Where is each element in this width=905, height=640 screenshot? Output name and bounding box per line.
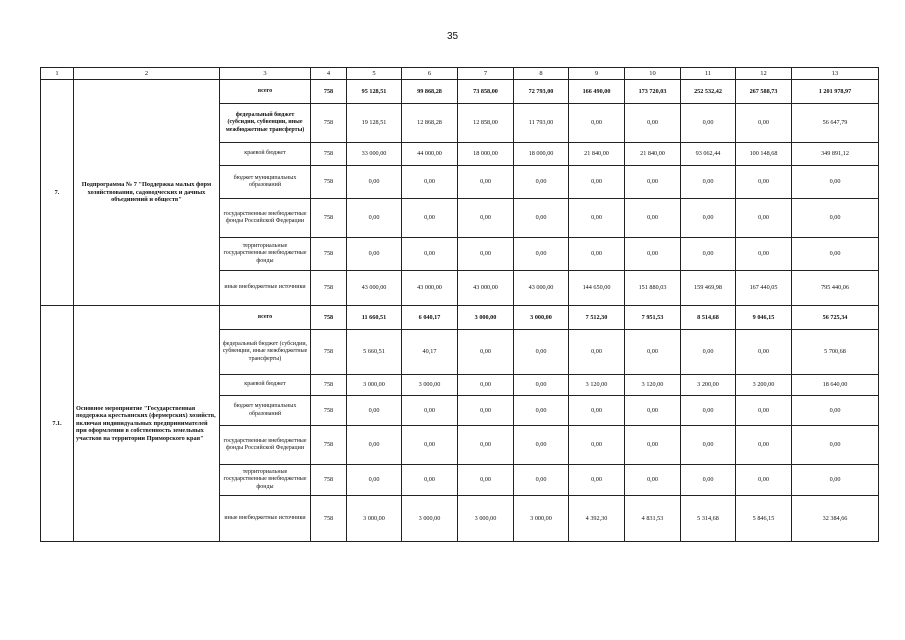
value-cell: 0,00 [569,396,625,426]
column-header: 4 [311,68,347,80]
value-cell: 0,00 [736,465,792,496]
funding-source: федеральный бюджет (субсидии, субвенции, иные межбюджетные трансферты) [220,104,311,143]
total-value-cell: 0,00 [792,426,879,465]
value-cell: 3 120,00 [569,375,625,396]
value-cell: 44 000,00 [402,143,458,166]
value-cell: 43 000,00 [458,271,514,306]
value-cell: 0,00 [569,426,625,465]
value-cell: 0,00 [458,199,514,238]
value-cell: 0,00 [681,199,736,238]
value-cell: 0,00 [681,426,736,465]
value-cell: 12 868,28 [402,104,458,143]
value-cell: 0,00 [681,396,736,426]
section-name: Подпрограмма № 7 "Поддержка малых форм хозяйствования, садоводческих и дачных объединений и обществ" [74,80,220,306]
value-cell: 144 650,00 [569,271,625,306]
value-cell: 43 000,00 [347,271,402,306]
value-cell: 3 000,00 [458,306,514,330]
value-cell: 0,00 [347,166,402,199]
column-header: 2 [74,68,220,80]
value-cell: 0,00 [569,166,625,199]
value-cell: 0,00 [681,104,736,143]
value-cell: 73 858,00 [458,80,514,104]
budget-table [40,67,879,542]
grbs-code: 758 [311,375,347,396]
column-header: 8 [514,68,569,80]
column-header: 11 [681,68,736,80]
value-cell: 11 793,00 [514,104,569,143]
table-row [41,80,879,104]
value-cell: 100 148,68 [736,143,792,166]
funding-source: бюджет муниципальных образований [220,396,311,426]
value-cell: 99 868,28 [402,80,458,104]
value-cell: 0,00 [736,166,792,199]
value-cell: 3 000,00 [347,496,402,542]
value-cell: 18 000,00 [458,143,514,166]
value-cell: 21 840,00 [569,143,625,166]
value-cell: 159 469,98 [681,271,736,306]
value-cell: 0,00 [625,330,681,375]
value-cell: 3 200,00 [736,375,792,396]
value-cell: 5 846,15 [736,496,792,542]
value-cell: 0,00 [514,396,569,426]
value-cell: 9 046,15 [736,306,792,330]
total-value-cell: 349 891,12 [792,143,879,166]
value-cell: 0,00 [736,199,792,238]
total-value-cell: 0,00 [792,465,879,496]
value-cell: 3 000,00 [402,375,458,396]
value-cell: 72 793,00 [514,80,569,104]
funding-source: краевой бюджет [220,375,311,396]
funding-source: государственные внебюджетные фонды Российской Федерации [220,426,311,465]
grbs-code: 758 [311,396,347,426]
value-cell: 33 000,00 [347,143,402,166]
value-cell: 167 440,05 [736,271,792,306]
value-cell: 0,00 [514,238,569,271]
value-cell: 18 000,00 [514,143,569,166]
header-row [41,68,879,80]
value-cell: 0,00 [736,238,792,271]
value-cell: 166 490,00 [569,80,625,104]
value-cell: 0,00 [514,199,569,238]
value-cell: 7 512,30 [569,306,625,330]
value-cell: 7 951,53 [625,306,681,330]
value-cell: 0,00 [625,238,681,271]
value-cell: 0,00 [458,465,514,496]
value-cell: 8 514,68 [681,306,736,330]
value-cell: 0,00 [625,426,681,465]
column-header: 9 [569,68,625,80]
value-cell: 4 392,30 [569,496,625,542]
funding-source: всего [220,80,311,104]
value-cell: 0,00 [569,199,625,238]
value-cell: 0,00 [569,330,625,375]
value-cell: 0,00 [347,465,402,496]
grbs-code: 758 [311,80,347,104]
section-code: 7.1. [41,306,74,542]
value-cell: 0,00 [514,426,569,465]
value-cell: 0,00 [402,199,458,238]
grbs-code: 758 [311,465,347,496]
value-cell: 3 000,00 [347,375,402,396]
value-cell: 0,00 [736,426,792,465]
section-name: Основное мероприятие "Государственная поддержка крестьянских (фермерских) хозяйств, включая индивидуальных предпринимателей при оформлении в собственность земельных участков на территории Приморского края" [74,306,220,542]
value-cell: 0,00 [458,426,514,465]
value-cell: 6 040,17 [402,306,458,330]
value-cell: 43 000,00 [514,271,569,306]
column-header: 5 [347,68,402,80]
value-cell: 3 000,00 [514,496,569,542]
total-value-cell: 5 700,68 [792,330,879,375]
grbs-code: 758 [311,238,347,271]
value-cell: 0,00 [625,465,681,496]
value-cell: 0,00 [347,426,402,465]
funding-source: иные внебюджетные источники [220,271,311,306]
column-header: 10 [625,68,681,80]
value-cell: 0,00 [402,465,458,496]
grbs-code: 758 [311,166,347,199]
value-cell: 3 120,00 [625,375,681,396]
value-cell: 3 000,00 [514,306,569,330]
page-number: 35 [446,31,459,42]
grbs-code: 758 [311,330,347,375]
total-value-cell: 0,00 [792,238,879,271]
value-cell: 11 660,51 [347,306,402,330]
section-code: 7. [41,80,74,306]
value-cell: 0,00 [514,465,569,496]
value-cell: 0,00 [514,166,569,199]
value-cell: 93 062,44 [681,143,736,166]
funding-source: государственные внебюджетные фонды Российской Федерации [220,199,311,238]
value-cell: 0,00 [625,396,681,426]
total-value-cell: 0,00 [792,396,879,426]
value-cell: 43 000,00 [402,271,458,306]
value-cell: 0,00 [625,104,681,143]
grbs-code: 758 [311,143,347,166]
value-cell: 0,00 [458,238,514,271]
value-cell: 0,00 [458,396,514,426]
total-value-cell: 1 201 978,97 [792,80,879,104]
funding-source: бюджет муниципальных образований [220,166,311,199]
value-cell: 267 588,73 [736,80,792,104]
grbs-code: 758 [311,426,347,465]
value-cell: 3 000,00 [458,496,514,542]
column-header: 6 [402,68,458,80]
grbs-code: 758 [311,306,347,330]
value-cell: 0,00 [347,396,402,426]
value-cell: 0,00 [681,465,736,496]
value-cell: 252 532,42 [681,80,736,104]
value-cell: 3 200,00 [681,375,736,396]
total-value-cell: 56 647,79 [792,104,879,143]
value-cell: 0,00 [736,396,792,426]
value-cell: 0,00 [347,199,402,238]
total-value-cell: 0,00 [792,199,879,238]
total-value-cell: 56 725,34 [792,306,879,330]
value-cell: 0,00 [402,238,458,271]
value-cell: 0,00 [347,238,402,271]
value-cell: 0,00 [681,238,736,271]
value-cell: 0,00 [402,426,458,465]
grbs-code: 758 [311,199,347,238]
value-cell: 12 858,00 [458,104,514,143]
table-body [41,80,879,542]
value-cell: 0,00 [569,104,625,143]
value-cell: 4 831,53 [625,496,681,542]
value-cell: 95 128,51 [347,80,402,104]
total-value-cell: 795 440,06 [792,271,879,306]
value-cell: 0,00 [458,375,514,396]
value-cell: 3 000,00 [402,496,458,542]
value-cell: 0,00 [402,396,458,426]
grbs-code: 758 [311,271,347,306]
column-header: 13 [792,68,879,80]
value-cell: 0,00 [681,166,736,199]
value-cell: 0,00 [514,375,569,396]
funding-source: всего [220,306,311,330]
value-cell: 19 128,51 [347,104,402,143]
value-cell: 0,00 [625,199,681,238]
value-cell: 0,00 [681,330,736,375]
value-cell: 0,00 [402,166,458,199]
funding-source: территориальные государственные внебюджетные фонды [220,238,311,271]
value-cell: 173 720,03 [625,80,681,104]
value-cell: 0,00 [569,465,625,496]
value-cell: 0,00 [458,166,514,199]
value-cell: 0,00 [736,104,792,143]
column-header: 3 [220,68,311,80]
value-cell: 0,00 [569,238,625,271]
column-header: 7 [458,68,514,80]
value-cell: 0,00 [514,330,569,375]
grbs-code: 758 [311,496,347,542]
value-cell: 5 314,68 [681,496,736,542]
column-header: 12 [736,68,792,80]
funding-source: территориальные государственные внебюджетные фонды [220,465,311,496]
value-cell: 0,00 [625,166,681,199]
value-cell: 40,17 [402,330,458,375]
total-value-cell: 32 384,66 [792,496,879,542]
funding-source: краевой бюджет [220,143,311,166]
funding-source: федеральный бюджет (субсидии, субвенции, иные межбюджетные трансферты) [220,330,311,375]
value-cell: 151 880,03 [625,271,681,306]
value-cell: 5 660,51 [347,330,402,375]
table-row [41,306,879,330]
total-value-cell: 0,00 [792,166,879,199]
column-header: 1 [41,68,74,80]
value-cell: 0,00 [458,330,514,375]
total-value-cell: 18 640,00 [792,375,879,396]
value-cell: 0,00 [736,330,792,375]
grbs-code: 758 [311,104,347,143]
value-cell: 21 840,00 [625,143,681,166]
funding-source: иные внебюджетные источники [220,496,311,542]
